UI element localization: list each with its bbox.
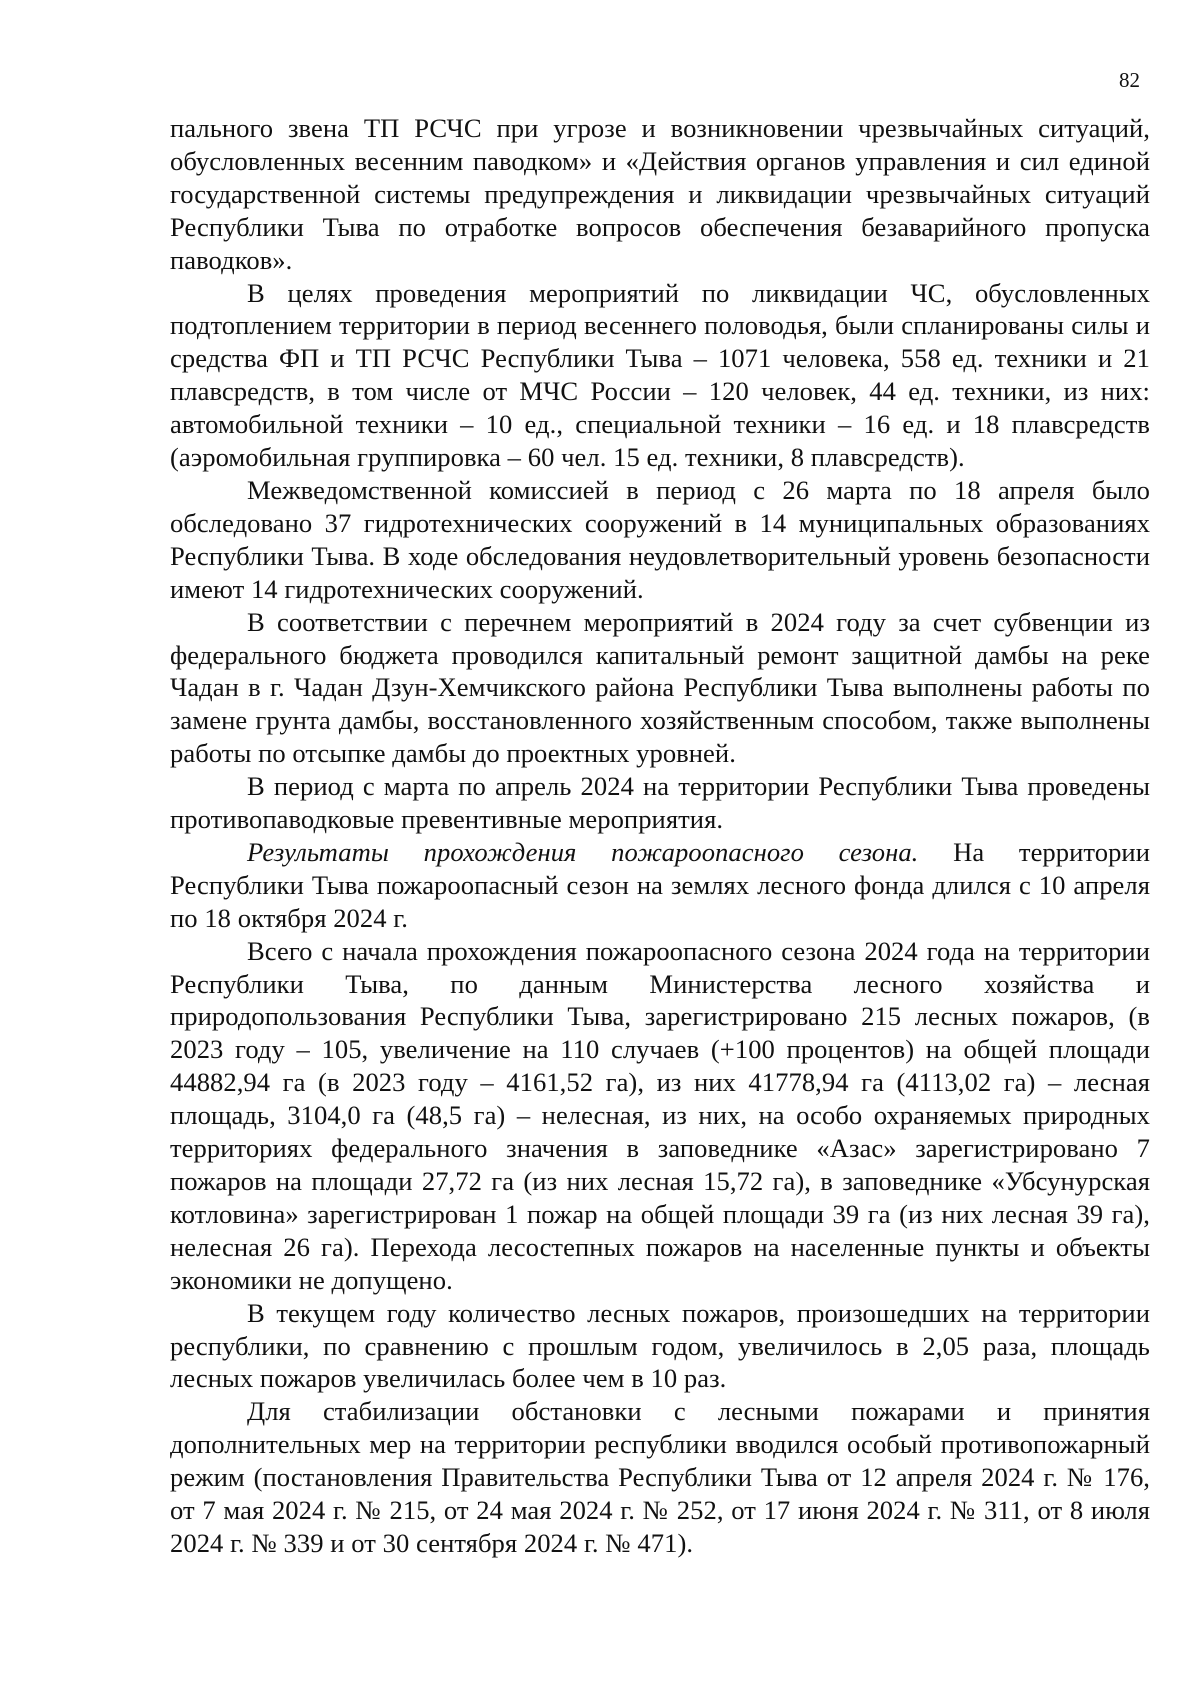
paragraph: Для стабилизации обстановки с лесными пожарами и принятия дополнительных мер на территории республики вводился особый противопожарный режим (постановления Правительства Республики Тыва от 12 апреля 2024 г. № 176, от 7 мая 2024 г. № 215, от 24 мая 2024 г. № 252, от 17 июня 2024 г. № 311, от 8 июля 2024 г. № 339 и от 30 сентября 2024 г. № 471). — [170, 1396, 1150, 1558]
paragraph: Всего с начала прохождения пожароопасного сезона 2024 года на территории Республики Тыва, по данным Министерства лесного хозяйства и природопользования Республики Тыва, зарегистрировано 215 лесных пожаров, (в 2023 году – 105, увеличение на 110 случаев (+100 процентов) на общей площади 44882,94 га (в 2023 году – 4161,52 га), из них 41778,94 га (4113,02 га) – лесная площадь, 3104,0 га (48,5 га) – нелесная, из них, на особо охраняемых природных территориях федерального значения в заповеднике «Азас» зарегистрировано 7 пожаров на площади 27,72 га (из них лесная 15,72 га), в заповеднике «Убсунурская котловина» зарегистрирован 1 пожар на общей площади 39 га (из них лесная 39 га), нелесная 26 га). Перехода лесостепных пожаров на населенные пункты и объекты экономики не допущено. — [170, 935, 1150, 1295]
paragraph-text: На территории Республики Тыва пожароопасный сезон на землях лесного фонда длился с 10 апреля по 18 октября 2024 г. — [170, 836, 1150, 933]
page-number: 82 — [1119, 68, 1140, 92]
paragraph: В соответствии с перечнем мероприятий в 2024 году за счет субвенции из федерального бюджета проводился капитальный ремонт защитной дамбы на реке Чадан в г. Чадан Дзун-Хемчикского района Республики Тыва выполнены работы по замене грунта дамбы, восстановленного хозяйственным способом, также выполнены работы по отсыпке дамбы до проектных уровней. — [170, 606, 1150, 769]
section-lead-italic: Результаты прохождения пожароопасного сезона. — [247, 836, 919, 867]
paragraph: В текущем году количество лесных пожаров, произошедших на территории республики, по сравнению с прошлым годом, увеличилось в 2,05 раза, площадь лесных пожаров увеличилась более чем в 10 раз. — [170, 1297, 1150, 1394]
paragraph: В период с марта по апрель 2024 на территории Республики Тыва проведены противопаводковые превентивные мероприятия. — [170, 771, 1150, 835]
paragraph-continuation: пального звена ТП РСЧС при угрозе и возникновении чрезвычайных ситуаций, обусловленных весенним паводком» и «Действия органов управления и сил единой государственной системы предупреждения и ликвидации чрезвычайных ситуаций Республики Тыва по отработке вопросов обеспечения безаварийного пропуска паводков». — [170, 113, 1150, 275]
paragraph: Межведомственной комиссией в период с 26 марта по 18 апреля было обследовано 37 гидротехнических сооружений в 14 муниципальных образованиях Республики Тыва. В ходе обследования неудовлетворительный уровень безопасности имеют 14 гидротехнических сооружений. — [170, 474, 1150, 604]
paragraph-fire-season — [170, 836, 1150, 935]
paragraph: В целях проведения мероприятий по ликвидации ЧС, обусловленных подтоплением территории в период весеннего половодья, были спланированы силы и средства ФП и ТП РСЧС Республики Тыва – 1071 человека, 558 ед. техники и 21 плавсредств, в том числе от МЧС России – 120 человек, 44 ед. техники, из них: автомобильной техники – 10 ед., специальной техники – 16 ед. и 18 плавсредств (аэромобильная группировка – 60 чел. 15 ед. техники, 8 плавсредств). — [170, 277, 1150, 473]
document-body — [170, 112, 1150, 1560]
